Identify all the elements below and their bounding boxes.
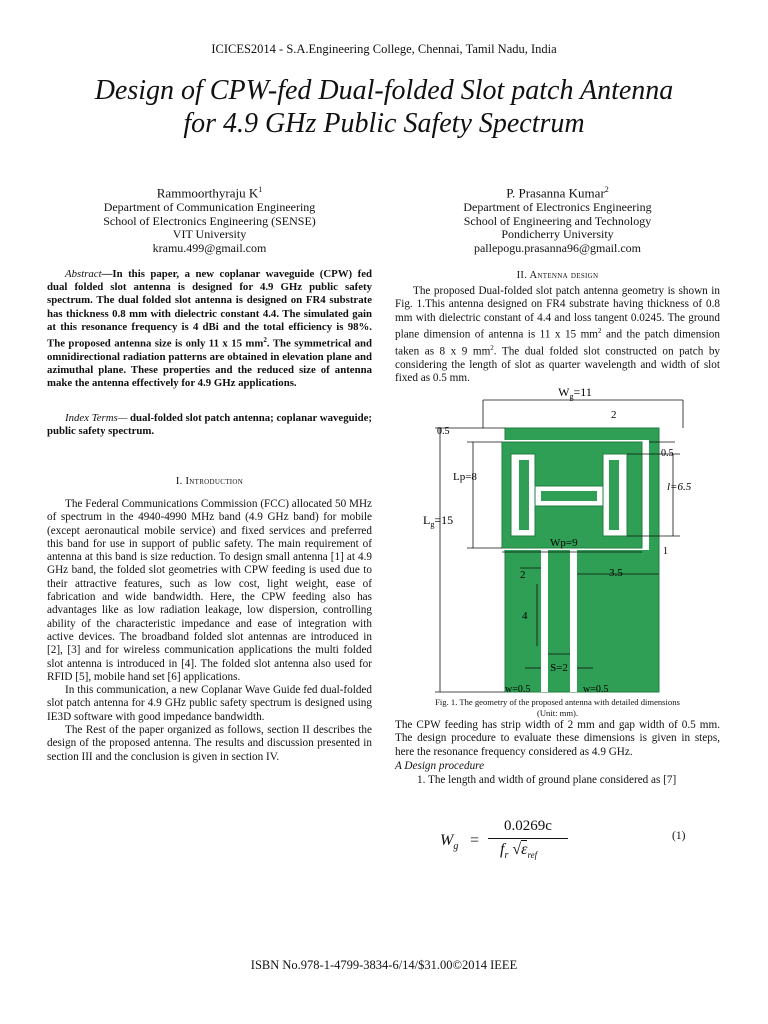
label-lg: $L_g=15$: [423, 513, 454, 529]
label-w-left: w=0.5: [505, 684, 531, 695]
label-lp: Lp=8: [453, 471, 477, 483]
author-block-2: [395, 182, 720, 255]
author-2-email: pallepogu.prasanna96@gmail.com: [473, 240, 641, 255]
equation-equals: =: [470, 832, 480, 849]
abstract-label: Abstract: [65, 268, 102, 280]
section-2-paragraph-1a: The proposed Dual-folded slot patch antenna geometry is shown in Fig. 1.This antenna designed on FR4 substrate having thickness of 0.8 mm with dielectric constant of 4.4 and loss tangent 0.0245. The ground plane dimension of antenna is 11 x 15 mm: [395, 285, 720, 341]
title-line-1: Design of CPW-fed Dual-folded Slot patch Antenna: [94, 75, 674, 106]
figure-caption-line-2: (Unit: mm).: [536, 707, 579, 718]
paper-title: [40, 74, 728, 140]
author-1-dept: Department of Communication Engineering: [103, 200, 316, 215]
section-2-subheading: A Design procedure: [395, 759, 485, 772]
label-one: 1: [663, 546, 668, 557]
label-two-left: 2: [520, 569, 526, 581]
cpw-gap-left: [541, 549, 548, 692]
title-line-2: for 4.9 GHz Public Safety Spectrum: [183, 108, 585, 139]
index-terms-text: dual-folded slot patch antenna; coplanar waveguide; public safety spectrum.: [47, 412, 372, 438]
label-wg: $W_g=11$: [558, 385, 592, 401]
author-2-dept: Department of Electronics Engineering: [463, 200, 652, 215]
equation-lhs: $W_g$: [440, 832, 459, 853]
section-1-paragraph-2: In this communication, a new Coplanar Wave Guide fed dual-folded slot patch antenna for 4.9 GHz public safety spectrum is designed using IE3D software with good impedance bandwidth.: [47, 684, 372, 723]
section-1-paragraph-1: The Federal Communications Commission (FCC) allocated 50 MHz of spectrum in the 4940-4990 MHz band (4.9 GHz band) for mobile (except aeronautical mobile service) and fixed services and preferred this band for use in support of public safety. The main requirement of antenna at this band is size reduction. To design small antenna [1] at 4.9 GHz band, the folded slot geometries with CPW feeding is used due to their attractive features, such as low cost, light weight, ease of fabrication and wide bandwidth. Here, the CPW feeding also has advantages like as low radiation leakage, low dispersion, controlling ability of the characteristic impedance and ease of integration with active devices. The broadband folded slot antennas are introduced in [2], [3] and for wireless communication applications the multi folded slot antenna is introduced in [4]. The folded slot antenna also used for RFID [5], mobile hand set [6] applications.: [47, 498, 372, 683]
index-terms-label: Index Terms: [65, 412, 118, 424]
section-2-heading: II. Antenna design: [516, 270, 599, 281]
cpw-gap-right: [570, 549, 577, 692]
abstract: [47, 268, 372, 390]
index-terms: [47, 412, 372, 438]
section-2-body: [395, 285, 720, 386]
section-2-paragraph-1c: . The dual folded slot constructed on patch by considering the length of slot as quarter wavelength and width of slot fixed as 0.5 mm.: [395, 345, 721, 385]
h-bar-inner: [541, 491, 597, 501]
section-1-paragraph-3: The Rest of the paper organized as follows, section II describes the design of the proposed antenna. The results and discussion presented in section III and the conclusion is given in section IV.: [47, 724, 372, 763]
equation-denominator: $f_r$ $√\varepsilon_{ref}$: [500, 841, 538, 862]
abstract-text-2: . The symmetrical and omnidirectional radiation patterns are obtained in elevation plane and azimuthal plane. These properties and the reduced size of antenna make the antenna effectively for 4.9 GHz applications.: [47, 337, 372, 390]
label-three-five: 3.5: [609, 567, 623, 579]
author-2-sup: 2: [604, 185, 609, 194]
label-l: l=6.5: [667, 481, 692, 493]
label-wp: Wp=9: [550, 537, 578, 549]
section-1-heading: I. Introduction: [175, 476, 244, 487]
label-w-right: w=0.5: [583, 684, 609, 695]
equation-1: [440, 818, 710, 862]
author-1-school: School of Electronics Engineering (SENSE): [103, 213, 316, 228]
index-terms-dash: —: [117, 412, 131, 424]
author-1-email: kramu.499@gmail.com: [152, 240, 267, 255]
figure-caption: [395, 697, 720, 718]
figure-caption-line-1: Fig. 1. The geometry of the proposed antenna with detailed dimensions: [435, 697, 680, 707]
abstract-sup: 2: [263, 336, 267, 345]
label-half-right: 0.5: [661, 448, 674, 459]
author-1-sup: 1: [258, 185, 263, 194]
author-block-1: [47, 182, 372, 255]
author-2-school: School of Engineering and Technology: [463, 213, 652, 228]
equation-numerator: 0.0269c: [504, 818, 552, 834]
author-2-name: P. Prasanna Kumar: [506, 185, 605, 201]
right-slot-inner: [609, 460, 619, 530]
section-1-body: [47, 498, 372, 764]
section-2-paragraph-2: The CPW feeding has strip width of 2 mm and gap width of 0.5 mm. The design procedure to evaluate these dimensions is given in steps, here the resonance frequency considered as 4.9 GHz.: [395, 719, 720, 758]
antenna-geometry-figure: [395, 384, 725, 696]
author-1-name: Rammoorthyraju K: [156, 185, 259, 201]
section-2-paragraph-1b: and the patch dimension taken as 8 x 9 mm: [395, 328, 720, 358]
section-2-sup-2: 2: [490, 343, 494, 352]
footer-isbn: ISBN No.978-1-4799-3834-6/14/$31.00©2014 IEEE: [250, 958, 518, 972]
author-1-univ: VIT University: [172, 227, 247, 242]
section-2-continued: [395, 719, 720, 787]
design-step-1: 1. The length and width of ground plane considered as [7]: [417, 774, 677, 787]
equation-number: (1): [672, 830, 686, 842]
abstract-text-1: In this paper, a new coplanar waveguide (CPW) fed dual folded slot antenna is designed for 4.9 GHz public safety spectrum. The dual folded slot antenna is designed on FR4 substrate has thickness 0.8 mm with dielectric constant 4.4. The simulated gain at this resonance frequency is 4 dBi and the total efficiency is 98%. The proposed antenna size is only 11 x 15 mm: [47, 268, 372, 350]
conference-header: ICICES2014 - S.A.Engineering College, Chennai, Tamil Nadu, India: [211, 42, 557, 56]
label-two-top: 2: [611, 409, 617, 421]
label-half-left: 0.5: [437, 426, 450, 437]
label-four: 4: [522, 610, 528, 622]
section-2-sup-1: 2: [598, 326, 602, 335]
label-s: S=2: [550, 662, 568, 674]
equation-fraction-bar: [488, 838, 568, 839]
author-2-univ: Pondicherry University: [501, 227, 614, 242]
abstract-dash: —: [101, 268, 113, 280]
left-slot-inner: [519, 460, 529, 530]
